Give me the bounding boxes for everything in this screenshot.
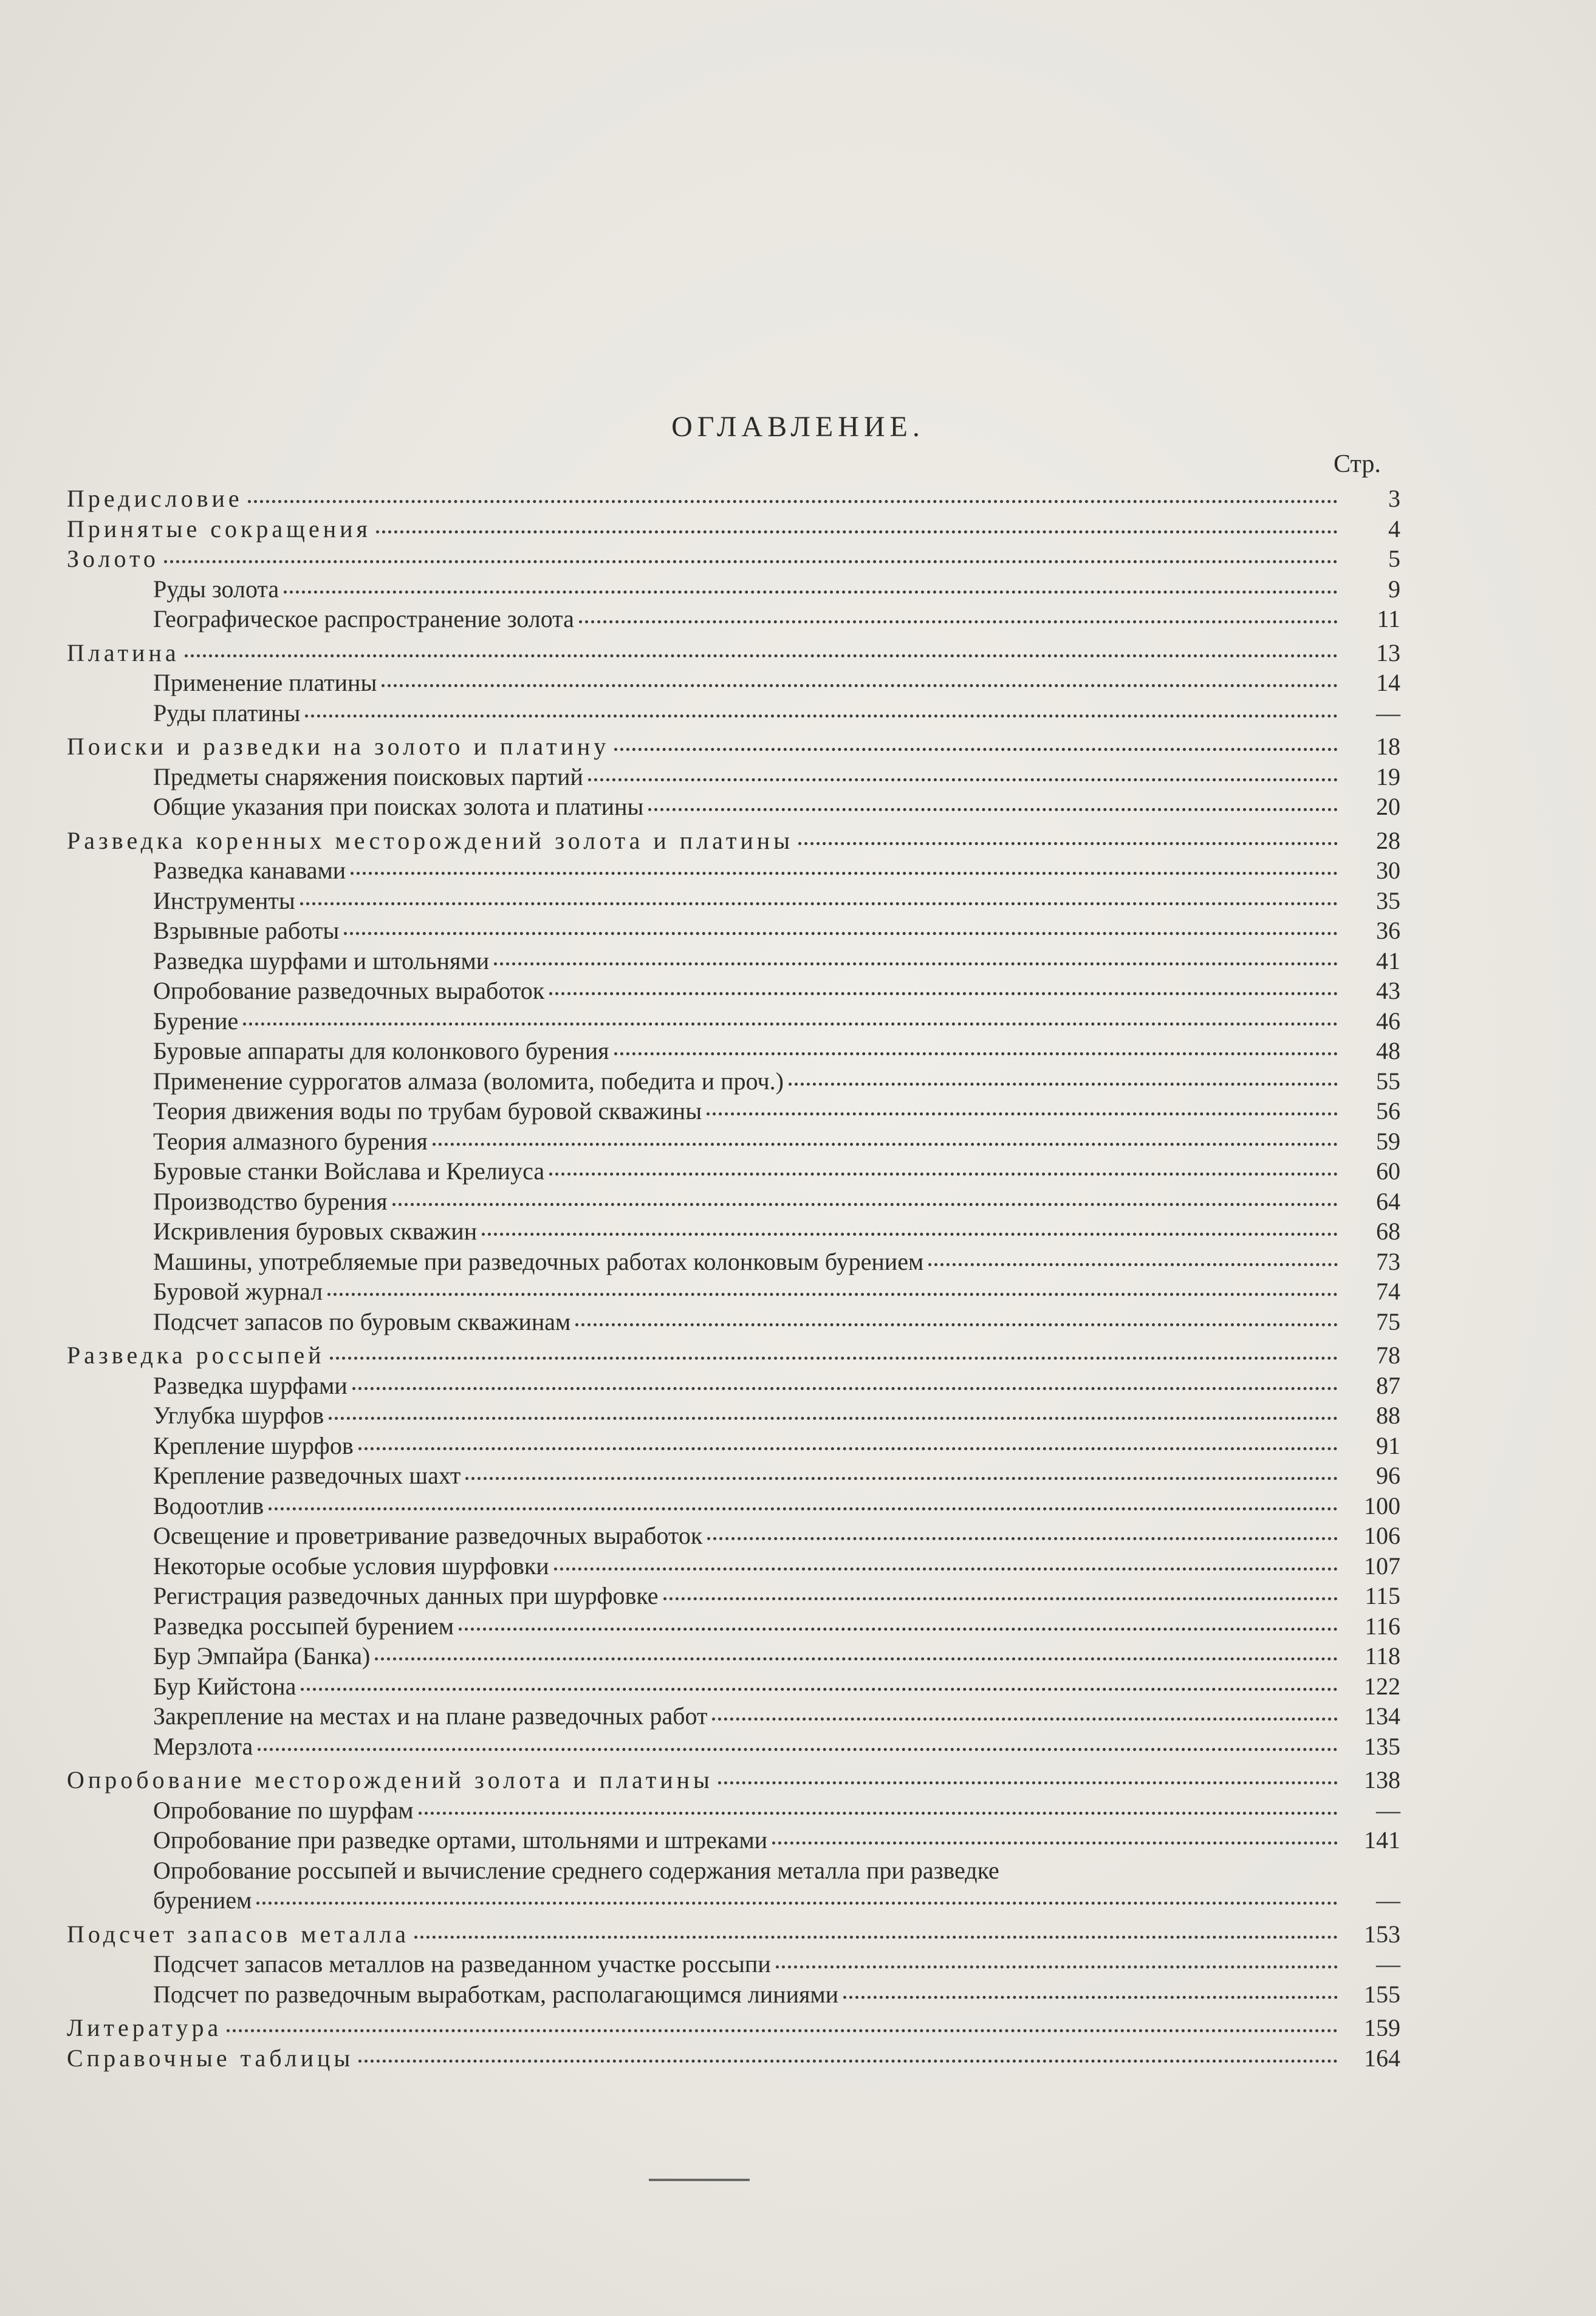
page-title: ОГЛАВЛЕНИЕ.	[671, 411, 925, 443]
toc-page-number: 14	[1376, 669, 1400, 696]
toc-entry-title: Взрывные работы	[153, 917, 340, 944]
dot-leader	[707, 1112, 1338, 1115]
toc-entry-title: Бур Кийстона	[153, 1672, 296, 1700]
toc-entry	[67, 1461, 1400, 1492]
toc-entry	[67, 1521, 1400, 1552]
toc-page-number: 96	[1376, 1462, 1400, 1489]
toc-entry	[67, 1401, 1400, 1431]
toc-section	[67, 544, 1400, 575]
toc-entry	[67, 1552, 1400, 1582]
toc-entry	[67, 1581, 1400, 1612]
toc-page-number: 5	[1388, 545, 1400, 572]
toc-entry	[67, 792, 1400, 823]
toc-entry-title: Географическое распространение золота	[153, 605, 574, 632]
dot-leader	[269, 1507, 1338, 1510]
dot-leader	[459, 1628, 1338, 1631]
dot-leader	[928, 1263, 1338, 1266]
toc-page-number: 74	[1376, 1278, 1400, 1305]
toc-entry-title: Крепление шурфов	[153, 1431, 354, 1459]
toc-entry	[67, 1277, 1400, 1307]
toc-page-number: —	[1376, 699, 1400, 727]
toc-page-number: 55	[1376, 1067, 1400, 1095]
dot-leader	[284, 591, 1338, 594]
toc-entry-title: Теория алмазного бурения	[153, 1127, 428, 1155]
dot-leader	[414, 1936, 1338, 1939]
dot-leader	[256, 1902, 1338, 1905]
toc-page-number: 116	[1365, 1612, 1400, 1640]
dot-leader	[382, 684, 1338, 687]
toc-page-number: 134	[1364, 1702, 1400, 1730]
toc-entry	[67, 1157, 1400, 1187]
dot-leader	[614, 748, 1338, 751]
toc-entry-title: Платина	[67, 639, 180, 666]
toc-entry-title: Освещение и проветривание разведочных выработок	[153, 1522, 703, 1549]
toc-page-number: 155	[1364, 1980, 1400, 2008]
toc-entry-title: Водоотлив	[153, 1492, 264, 1519]
dot-leader	[789, 1083, 1338, 1086]
dot-leader	[419, 1812, 1338, 1815]
toc-page-number: 4	[1388, 515, 1400, 543]
dot-leader	[305, 714, 1338, 718]
table-of-contents	[67, 484, 1400, 2074]
toc-entry-title: Принятые сокращения	[67, 515, 371, 543]
toc-entry	[67, 1612, 1400, 1642]
toc-entry	[67, 1007, 1400, 1037]
dot-leader	[358, 1447, 1338, 1450]
dot-leader	[776, 1965, 1338, 1968]
toc-entry-title: Крепление разведочных шахт	[153, 1462, 461, 1489]
toc-page-number: 135	[1364, 1732, 1400, 1760]
toc-entry-title: Подсчет по разведочным выработкам, располагающимся линиями	[153, 1980, 839, 2008]
dot-leader	[549, 1173, 1338, 1176]
toc-entry-title: Руды платины	[153, 699, 301, 727]
toc-entry-title: Производство бурения	[153, 1187, 388, 1215]
dot-leader	[614, 1052, 1338, 1055]
toc-entry-title: Руды золота	[153, 575, 279, 603]
toc-entry-title: Литература	[67, 2014, 222, 2041]
toc-entry	[67, 1247, 1400, 1278]
toc-entry	[67, 1642, 1400, 1672]
toc-entry	[67, 668, 1400, 699]
toc-page-number: 30	[1376, 857, 1400, 884]
toc-entry	[67, 1980, 1400, 2010]
dot-leader	[375, 1657, 1338, 1660]
toc-entry	[67, 1307, 1400, 1338]
toc-page-number: 28	[1376, 826, 1400, 854]
dot-leader	[376, 530, 1338, 533]
toc-entry	[67, 699, 1400, 729]
toc-page-number: 64	[1376, 1187, 1400, 1215]
dot-leader	[554, 1567, 1338, 1571]
toc-section	[67, 1766, 1400, 1796]
toc-entry-title: Разведка россыпей	[67, 1341, 325, 1369]
toc-entry	[67, 1187, 1400, 1218]
dot-leader	[329, 1417, 1338, 1420]
dot-leader	[301, 1688, 1338, 1691]
toc-page-number: 106	[1364, 1522, 1400, 1549]
toc-entry-title: Искривления буровых скважин	[153, 1218, 478, 1245]
dot-leader	[300, 902, 1338, 905]
toc-page-number: 9	[1388, 575, 1400, 603]
toc-entry	[67, 1217, 1400, 1247]
toc-entry	[67, 916, 1400, 947]
dot-leader	[433, 1143, 1338, 1146]
dot-leader	[588, 778, 1338, 781]
toc-entry	[67, 856, 1400, 886]
toc-section	[67, 639, 1400, 669]
toc-entry-title: Подсчет запасов по буровым скважинам	[153, 1307, 571, 1335]
toc-page-number: 107	[1364, 1552, 1400, 1580]
toc-entry	[67, 1036, 1400, 1067]
toc-entry-title: Буровой журнал	[153, 1278, 323, 1305]
toc-entry-title: Разведка канавами	[153, 857, 346, 884]
toc-page-number: 68	[1376, 1218, 1400, 1245]
toc-page-number: 141	[1364, 1826, 1400, 1854]
dot-leader	[352, 1387, 1338, 1390]
toc-page-number: 75	[1376, 1307, 1400, 1335]
toc-entry-title: Закрепление на местах и на плане разведочных работ	[153, 1702, 708, 1730]
toc-entry	[67, 1371, 1400, 1402]
toc-entry-title: Золото	[67, 545, 159, 572]
toc-entry	[67, 1431, 1400, 1462]
toc-page-number: 87	[1376, 1371, 1400, 1399]
toc-entry	[67, 1886, 1400, 1916]
toc-page-number: 88	[1376, 1402, 1400, 1429]
toc-page-number: —	[1376, 1796, 1400, 1824]
dot-leader	[494, 962, 1338, 965]
dot-leader	[392, 1203, 1338, 1206]
toc-entry-title: Буровые аппараты для колонкового бурения	[153, 1037, 609, 1064]
dot-leader	[465, 1477, 1338, 1480]
toc-page-number: 164	[1364, 2044, 1400, 2072]
dot-leader	[712, 1718, 1338, 1721]
toc-entry	[67, 1127, 1400, 1157]
dot-leader	[227, 2029, 1338, 2032]
dot-leader	[549, 992, 1338, 995]
toc-entry	[67, 1826, 1400, 1856]
toc-entry-title: Опробование месторождений золота и платины	[67, 1766, 713, 1794]
dot-leader	[164, 560, 1338, 563]
dot-leader	[798, 842, 1338, 845]
toc-section	[67, 1920, 1400, 1950]
toc-entry-title: Опробование разведочных выработок	[153, 977, 545, 1004]
toc-entry-title: Опробование по шурфам	[153, 1796, 414, 1824]
dot-leader	[258, 1748, 1338, 1751]
toc-entry	[67, 1492, 1400, 1522]
dot-leader	[772, 1841, 1338, 1845]
toc-section	[67, 2013, 1400, 2044]
toc-entry-continuation: бурением	[153, 1886, 252, 1914]
toc-page-number: 118	[1365, 1642, 1400, 1670]
toc-section	[67, 484, 1400, 515]
page-column-header: Стр.	[1334, 450, 1381, 478]
dot-leader	[248, 500, 1338, 503]
dot-leader	[243, 1023, 1338, 1026]
toc-entry-title: Разведка коренных месторождений золота и платины	[67, 826, 794, 854]
dot-leader	[579, 620, 1338, 623]
toc-page-number: 46	[1376, 1007, 1400, 1035]
toc-entry-title: Общие указания при поисках золота и платины	[153, 793, 644, 820]
toc-entry-line: Опробование россыпей и вычисление среднего содержания металла при разведке	[153, 1856, 999, 1884]
toc-page-number: 13	[1376, 639, 1400, 666]
toc-page-number: 73	[1376, 1247, 1400, 1275]
toc-entry	[67, 1950, 1400, 1980]
toc-page-number: 60	[1376, 1157, 1400, 1185]
toc-entry-title: Применение суррогатов алмаза (воломита, победита и проч.)	[153, 1067, 784, 1095]
toc-entry-title: Разведка россыпей бурением	[153, 1612, 454, 1640]
dot-leader	[344, 932, 1338, 935]
toc-page-number: 3	[1388, 485, 1400, 512]
toc-entry-title: Справочные таблицы	[67, 2044, 354, 2072]
toc-section	[67, 826, 1400, 857]
toc-page-number: 48	[1376, 1037, 1400, 1064]
toc-entry	[67, 1732, 1400, 1763]
toc-page-number: 122	[1364, 1672, 1400, 1700]
toc-entry-title: Регистрация разведочных данных при шурфовке	[153, 1582, 659, 1609]
toc-page-number: 153	[1364, 1920, 1400, 1948]
toc-entry-title: Углубка шурфов	[153, 1402, 324, 1429]
dot-leader	[843, 1996, 1338, 1999]
toc-entry	[67, 1067, 1400, 1097]
toc-page-number: 11	[1377, 605, 1400, 632]
toc-entry	[67, 947, 1400, 977]
toc-entry-title: Предисловие	[67, 485, 243, 512]
toc-page-number: 56	[1376, 1097, 1400, 1125]
dot-leader	[358, 2060, 1338, 2063]
toc-page-number: 18	[1376, 733, 1400, 760]
toc-entry-title: Предметы снаряжения поисковых партий	[153, 762, 583, 790]
toc-entry-title: Разведка шурфами и штольнями	[153, 947, 490, 975]
toc-entry-title: Некоторые особые условия шурфовки	[153, 1552, 549, 1580]
dot-leader	[648, 808, 1338, 811]
toc-section	[67, 732, 1400, 762]
toc-page-number: 138	[1364, 1766, 1400, 1794]
toc-entry-title: Применение платины	[153, 669, 377, 696]
toc-entry-title: Машины, употребляемые при разведочных работах колонковым бурением	[153, 1247, 924, 1275]
toc-page-number: 78	[1376, 1341, 1400, 1369]
toc-page-number: —	[1376, 1886, 1400, 1914]
toc-page-number: 20	[1376, 793, 1400, 820]
toc-entry	[67, 1097, 1400, 1127]
toc-page-number: 115	[1365, 1582, 1400, 1609]
toc-page-number: 41	[1376, 947, 1400, 975]
dot-leader	[185, 654, 1338, 657]
toc-entry-title: Инструменты	[153, 886, 295, 914]
toc-page-number: 36	[1376, 917, 1400, 944]
toc-page-number: 100	[1364, 1492, 1400, 1519]
dot-leader	[663, 1597, 1338, 1600]
toc-section	[67, 515, 1400, 545]
toc-entry	[67, 575, 1400, 605]
dot-leader	[482, 1233, 1338, 1236]
toc-entry	[67, 1796, 1400, 1826]
toc-entry-title: Теория движения воды по трубам буровой скважины	[153, 1097, 702, 1125]
toc-entry	[67, 976, 1400, 1007]
dot-leader	[351, 872, 1338, 875]
toc-page-number: 91	[1376, 1431, 1400, 1459]
toc-entry-title: Подсчет запасов металла	[67, 1920, 410, 1948]
dot-leader	[707, 1537, 1338, 1540]
toc-entry	[67, 762, 1400, 793]
toc-section	[67, 2044, 1400, 2074]
toc-entry-title: Бур Эмпайра (Банка)	[153, 1642, 371, 1670]
toc-entry-title: Разведка шурфами	[153, 1371, 348, 1399]
toc-entry-title: Бурение	[153, 1007, 239, 1035]
toc-entry-title: Подсчет запасов металлов на разведанном участке россыпи	[153, 1950, 771, 1978]
dot-leader	[575, 1323, 1338, 1326]
toc-entry	[67, 886, 1400, 917]
dot-leader	[330, 1357, 1338, 1360]
toc-page-number: 35	[1376, 886, 1400, 914]
footer-rule	[649, 2179, 750, 2181]
toc-entry	[67, 1702, 1400, 1732]
toc-entry	[67, 1672, 1400, 1702]
toc-section	[67, 1341, 1400, 1371]
toc-entry-title: Буровые станки Войслава и Крелиуса	[153, 1157, 545, 1185]
toc-entry-title: Поиски и разведки на золото и платину	[67, 733, 610, 760]
toc-page-number: 43	[1376, 977, 1400, 1004]
toc-page-number: 59	[1376, 1127, 1400, 1155]
toc-page-number: —	[1376, 1950, 1400, 1978]
dot-leader	[718, 1781, 1338, 1784]
toc-page-number: 19	[1376, 762, 1400, 790]
toc-entry-title: Мерзлота	[153, 1732, 253, 1760]
toc-entry-title: Опробование при разведке ортами, штольнями и штреками	[153, 1826, 768, 1854]
toc-page-number: 159	[1364, 2014, 1400, 2041]
toc-entry	[67, 605, 1400, 635]
dot-leader	[327, 1293, 1338, 1296]
